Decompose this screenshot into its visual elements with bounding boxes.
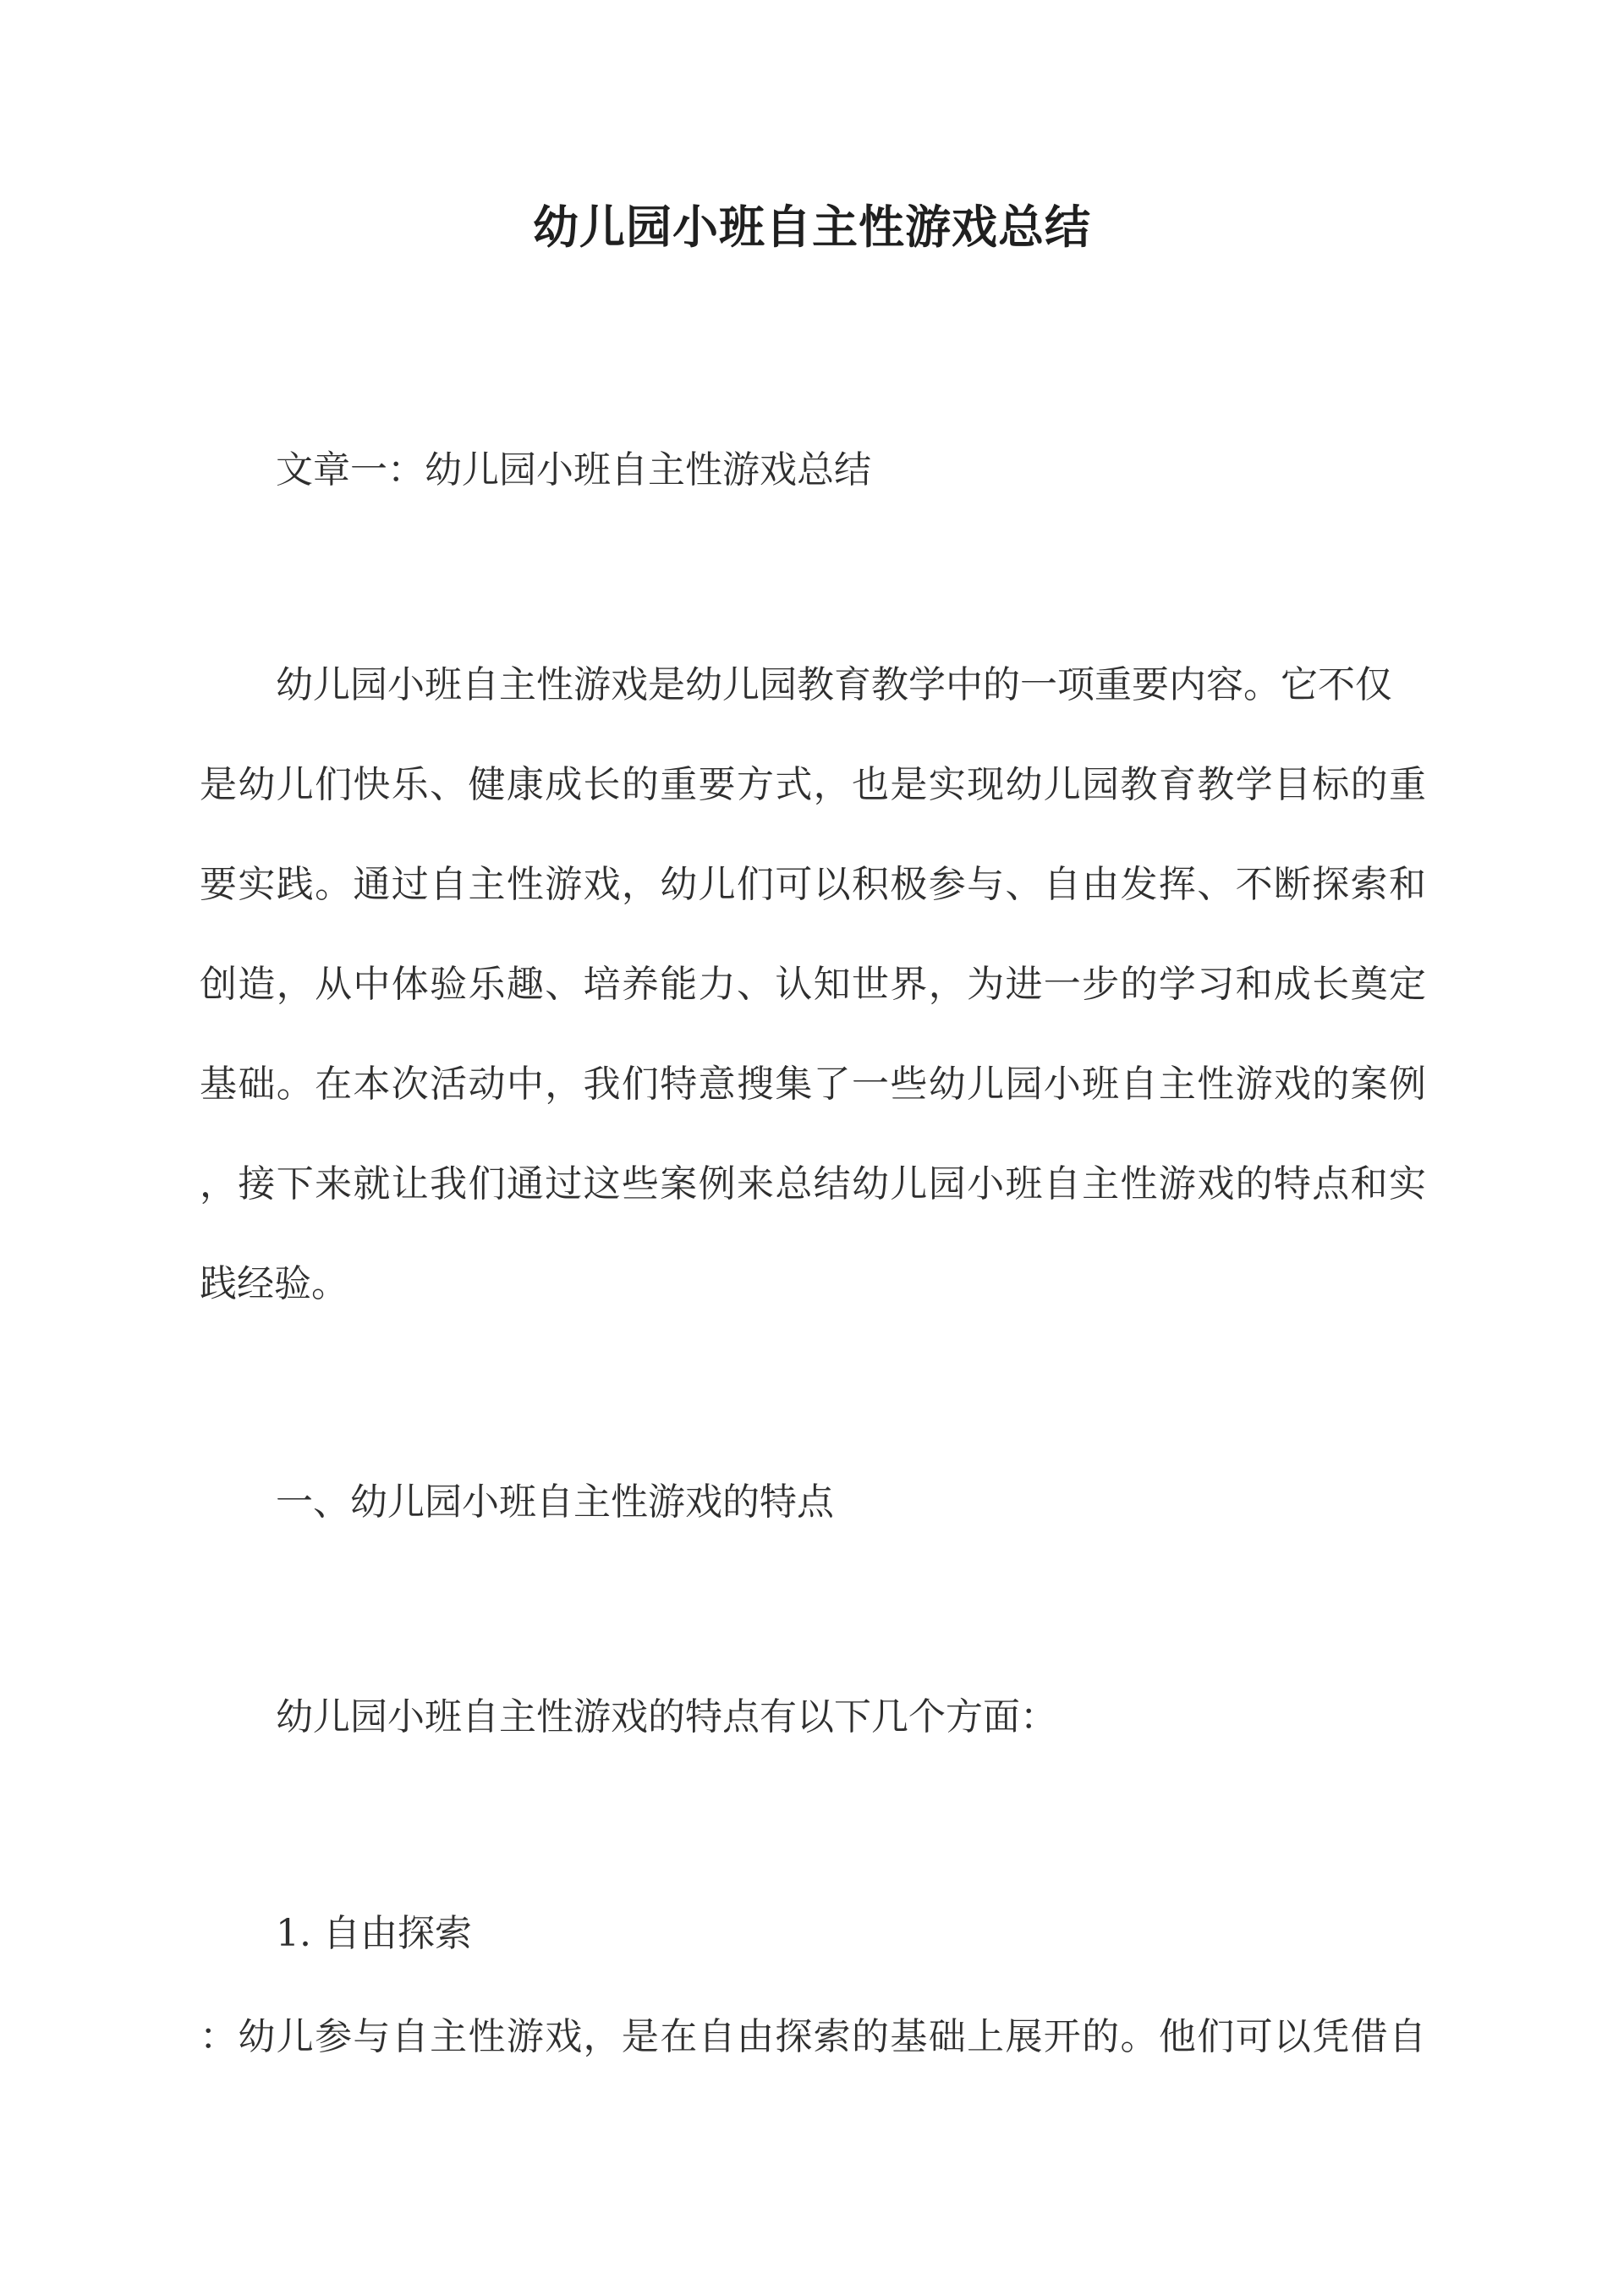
document-title: 幼儿园小班自主性游戏总结 xyxy=(533,200,1091,254)
paragraph-line: ，接下来就让我们通过这些案例来总结幼儿园小班自主性游戏的特点和实 xyxy=(200,1162,1426,1206)
section-heading: 一、幼儿园小班自主性游戏的特点 xyxy=(276,1480,834,1524)
paragraph-line: 基础。在本次活动中，我们特意搜集了一些幼儿园小班自主性游戏的案例 xyxy=(200,1063,1426,1106)
paragraph-line: 践经验。 xyxy=(200,1262,348,1305)
paragraph-line: 要实践。通过自主性游戏，幼儿们可以积极参与、自由发挥、不断探索和 xyxy=(200,863,1426,906)
article-subtitle: 文章一：幼儿园小班自主性游戏总结 xyxy=(276,448,871,492)
paragraph-line: 幼儿园小班自主性游戏是幼儿园教育教学中的一项重要内容。它不仅 xyxy=(276,663,1392,706)
paragraph-line: 是幼儿们快乐、健康成长的重要方式，也是实现幼儿园教育教学目标的重 xyxy=(200,763,1426,806)
paragraph-line: 创造，从中体验乐趣、培养能力、认知世界，为进一步的学习和成长奠定 xyxy=(200,963,1426,1006)
section-lead: 幼儿园小班自主性游戏的特点有以下几个方面： xyxy=(276,1695,1057,1738)
paragraph-line: ：幼儿参与自主性游戏，是在自由探索的基础上展开的。他们可以凭借自 xyxy=(200,2015,1426,2058)
item-heading: 1. 自由探索 xyxy=(276,1912,472,1955)
